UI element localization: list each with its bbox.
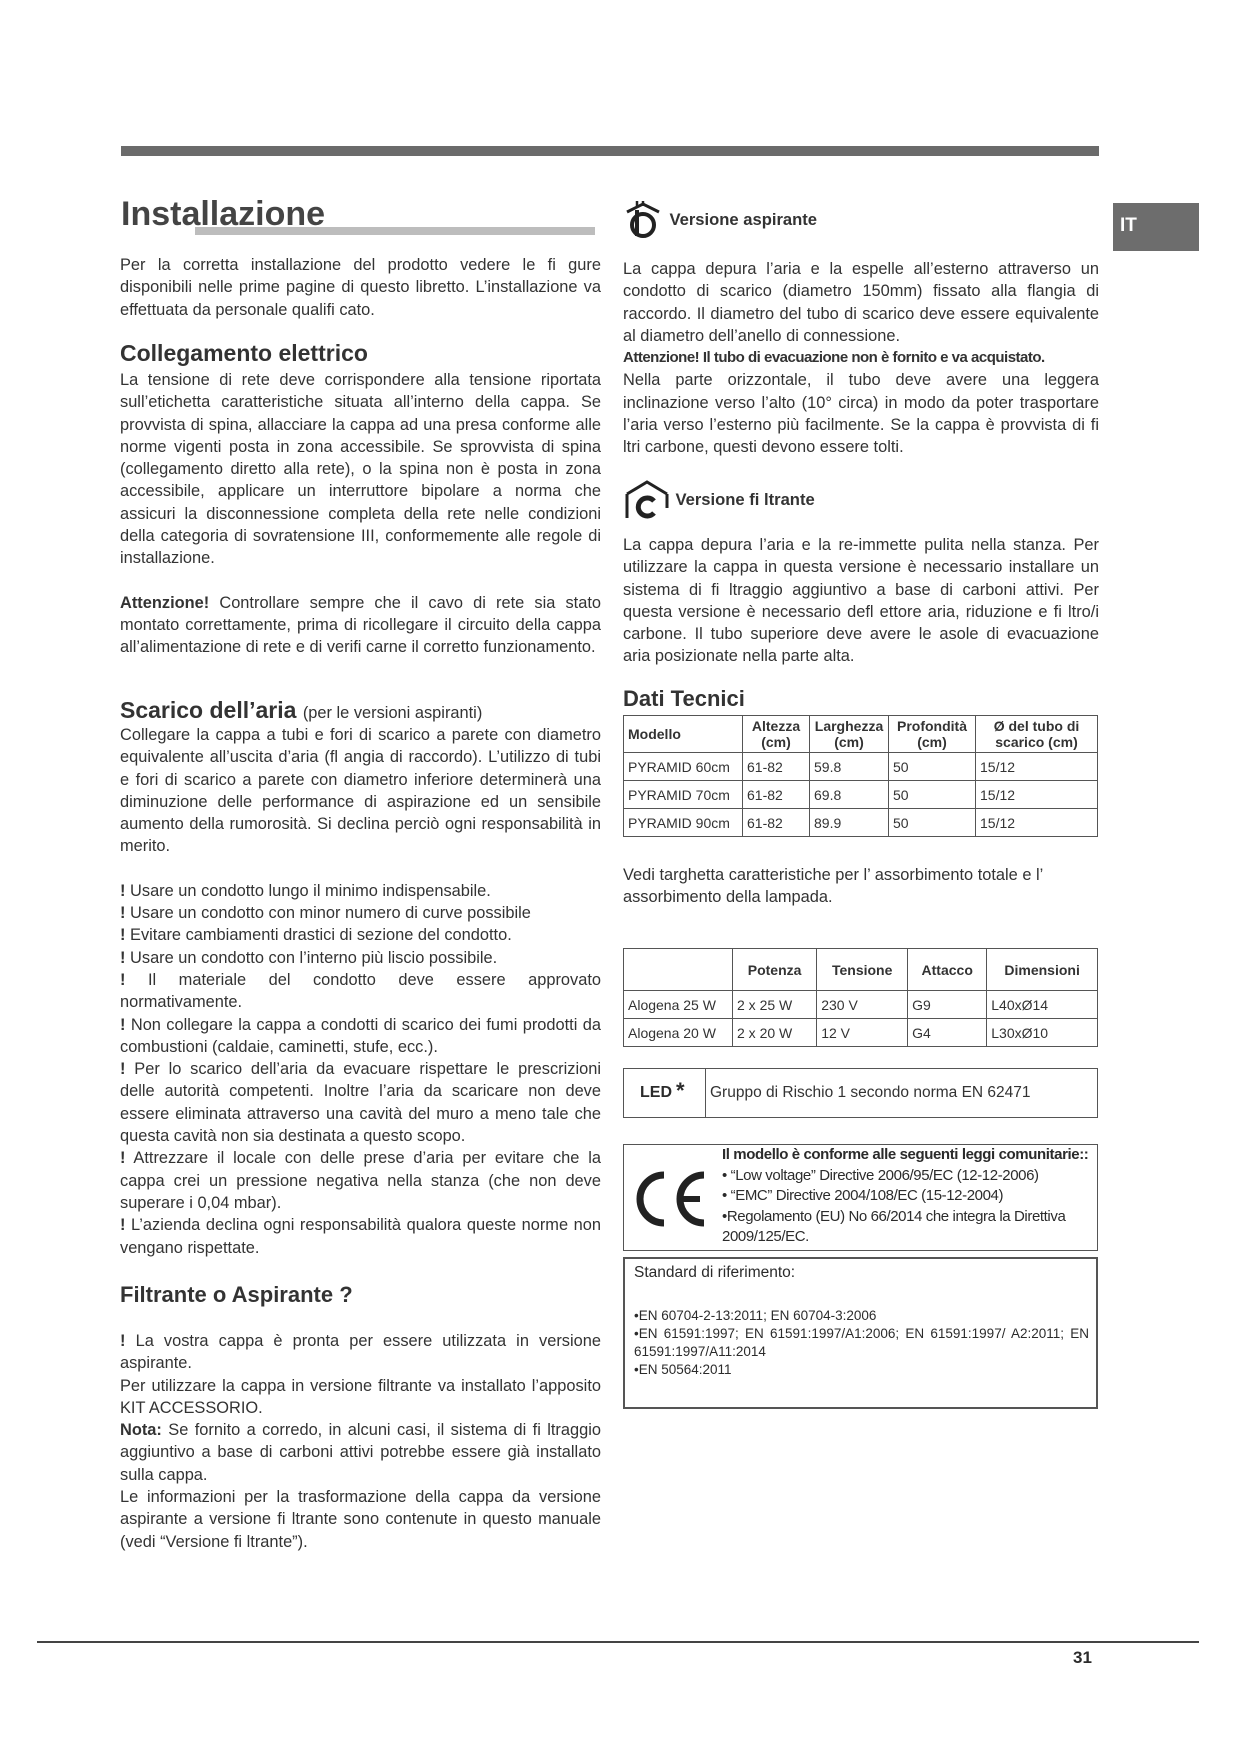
th-tensione: Tensione — [817, 949, 908, 991]
hood-aspirante-icon — [623, 200, 663, 240]
th-modello: Modello — [624, 716, 743, 753]
bullet-item: ! Attrezzare il locale con delle prese d’aria per evitare che la cappa crei un pressione negativa nella stanza (che non deve superare i 0,04 mbar). — [120, 1149, 601, 1212]
table-header-row — [624, 949, 1098, 991]
led-box — [623, 1068, 1098, 1118]
dati-tecnici-title: Dati Tecnici — [623, 686, 745, 711]
aspirante-title: Versione aspirante — [669, 210, 818, 229]
filtrante-header — [623, 478, 815, 522]
electric-warning — [120, 592, 601, 659]
th-tubo: Ø del tubo di scarico (cm) — [976, 716, 1098, 753]
discharge-bullets — [120, 880, 601, 1259]
install-intro: Per la corretta installazione del prodotto vedere le fi gure disponibili nelle prime pagine di questo libretto. L’installazione va effettuata da personale qualifi cato. — [120, 256, 601, 319]
table-row: Alogena 25 W 2 x 25 W 230 V G9 L40xØ14 — [624, 991, 1098, 1019]
lamp-table — [623, 948, 1098, 1047]
electric-warning-label: Attenzione! — [120, 593, 210, 612]
page-number: 31 — [1073, 1648, 1092, 1667]
led-divider — [705, 1069, 706, 1117]
th-blank — [624, 949, 733, 991]
electric-body: La tensione di rete deve corrispondere alla tensione riportata sull’etichetta caratteristiche situata all’interno della cappa. Se provvista di spina, allacciare la cappa ad una presa conforme alle norme vigenti posta in zona accessibile. Se sprovvista di spina (collegamento diretto alla rete), o la spina non è posta in zona accessibile, applicare un interruttore bipolare a norma che assicuri la disconnessione completa della rete nelle condizioni della categoria di sovratensione III, conformemente alle regole di installazione. — [120, 371, 601, 568]
discharge-body: Collegare la cappa a tubi e fori di scarico a parete con diametro equivalente all’uscita d’aria (fl angia di raccordo). L’utilizzo di tubi e fori di scarico a parete con diametro inferiore determinerà una diminuzione delle performance di aspirazione ed un sensibile aumento della rumorosità. Si declina perciò ogni responsabilità in merito. — [120, 726, 601, 856]
electric-title: Collegamento elettrico — [120, 340, 368, 366]
fa-nota: Nota: Se fornito a corredo, in alcuni casi, il sistema di fi ltraggio aggiuntivo a base di carboni attivi potrebbe essere già installato sulla cappa. — [120, 1421, 601, 1484]
table-row: PYRAMID 60cm 61-82 59.8 50 15/12 — [624, 753, 1098, 781]
filtrante-aspirante-title: Filtrante o Aspirante ? — [120, 1282, 353, 1307]
th-potenza: Potenza — [733, 949, 817, 991]
filtrante-title: Versione fi ltrante — [675, 490, 815, 509]
bullet-item: ! Non collegare la cappa a condotti di scarico dei fumi prodotti da combustioni (caldaie, caminetti, stufe, ecc.). — [120, 1015, 601, 1056]
top-divider-bar — [121, 146, 1099, 156]
fa-p4: Le informazioni per la trasformazione della cappa da versione aspirante a versione fi ltrante sono contenute in questo manuale (vedi “Versione fi ltrante”). — [120, 1488, 601, 1551]
th-altezza: Altezza (cm) — [743, 716, 810, 753]
standards-list: •EN 60704-2-13:2011; EN 60704-3:2006 •EN 61591:1997; EN 61591:1997/A1:2006; EN 61591:1997/ A2:2011; EN 61591:1997/A11:2014 •EN 50564:2011 — [634, 1308, 1089, 1377]
filtrante-aspirante-section — [120, 1282, 601, 1553]
aspirante-body: La cappa depura l’aria e la espelle all’esterno attraverso un condotto di scarico (diametro 150mm) fissato alla flangia di raccordo. Il diametro del tubo di scarico deve essere equivalente al diametro dell’anello di connessione. Attenzione! Il tubo di evacuazione non è fornito e va acquistato. Nella parte orizzontale, il tubo deve avere una leggera inclinazione verso l’alto (10° circa) in modo da poter trasportare l’aria verso l’esterno più facilmente. Se la cappa è provvista di fi ltri carbone, questi devono essere tolti. — [623, 260, 1099, 457]
electric-section — [120, 340, 601, 659]
table-row: PYRAMID 70cm 61-82 69.8 50 15/12 — [624, 781, 1098, 809]
ce-mark-icon — [632, 1169, 712, 1229]
ce-mark — [632, 1169, 712, 1234]
table-row: Alogena 20 W 2 x 20 W 12 V G4 L30xØ10 — [624, 1019, 1098, 1047]
bullet-item: ! Usare un condotto con l’interno più liscio possibile. — [120, 948, 498, 967]
bullet-item: ! Il materiale del condotto deve essere approvato normativamente. — [120, 970, 602, 1012]
page-title: Installazione — [121, 195, 326, 233]
table-header-row — [624, 716, 1098, 753]
fa-p1: ! La vostra cappa è pronta per essere utilizzata in versione aspirante. — [120, 1332, 601, 1373]
electric-warning-text: Controllare sempre che il cavo di rete sia stato montato correttamente, prima di ricollegare il circuito della cappa all’alimentazione di rete e di verifi carne il corretto funzionamento. — [120, 593, 601, 657]
ce-text: Il modello è conforme alle seguenti leggi comunitarie:: • “Low voltage” Directive 2006/95/EC (12-12-2006) • “EMC” Directive 2004/108/EC (15-12-2004) •Regolamento (EU) No 66/2014 che integra la Direttiva 2009/125/EC. — [722, 1146, 1089, 1245]
bullet-item: ! Evitare cambiamenti drastici di sezione del condotto. — [120, 926, 512, 945]
th-dimensioni: Dimensioni — [987, 949, 1098, 991]
standards-title: Standard di riferimento: — [634, 1264, 796, 1281]
filtrante-body: La cappa depura l’aria e la re-immette pulita nella stanza. Per utilizzare la cappa in questa versione è necessario installare un sistema di fi ltraggio aggiuntivo a base di carboni attivi. Per questa versione è necessario defl ettore aria, riduzione e fi ltro/i carbone. Il tubo superiore deve avere le asole di evacuazione aria posizionate nella parte alta. — [623, 536, 1099, 666]
bullet-item: ! Per lo scarico dell’aria da evacuare rispettare le prescrizioni delle autorità competenti. Inoltre l’aria da scaricare non deve essere eliminata attraverso una cavità del muro a meno tale che questa cavità non sia destinata a questo scopo. — [120, 1060, 601, 1146]
hood-filtrante-icon — [623, 478, 671, 522]
bullet-item: ! Usare un condotto con minor numero di curve possibile — [120, 904, 531, 923]
discharge-subtitle: (per le versioni aspiranti) — [302, 704, 483, 722]
th-profondita: Profondità (cm) — [889, 716, 976, 753]
bullet-item: ! Usare un condotto lungo il minimo indispensabile. — [120, 881, 491, 900]
aspirante-header — [623, 200, 817, 240]
led-text: Gruppo di Rischio 1 secondo norma EN 62471 — [710, 1084, 1031, 1101]
standards-box — [623, 1257, 1098, 1409]
fa-p2: Per utilizzare la cappa in versione filtrante va installato l’apposito KIT ACCESSORIO. — [120, 1376, 601, 1417]
led-label: LED * — [640, 1078, 685, 1103]
ce-box — [623, 1144, 1098, 1251]
discharge-section — [120, 697, 601, 1259]
footer-line — [37, 1641, 1199, 1643]
discharge-title-text: Scarico dell’aria — [120, 697, 297, 723]
table-row: PYRAMID 90cm 61-82 89.9 50 15/12 — [624, 809, 1098, 837]
aspirante-warning: Attenzione! Il tubo di evacuazione non è fornito e va acquistato. — [623, 349, 1045, 367]
bullet-item: ! L’azienda declina ogni responsabilità qualora queste norme non vengano rispettate. — [120, 1216, 601, 1257]
language-tab: IT — [1113, 203, 1199, 251]
th-larghezza: Larghezza (cm) — [810, 716, 889, 753]
dati-tecnici-note: Vedi targhetta caratteristiche per l’ assorbimento totale e l’ assorbimento della lampada. — [623, 866, 1043, 907]
th-attacco: Attacco — [908, 949, 987, 991]
dati-tecnici-table — [623, 715, 1098, 837]
discharge-title — [120, 697, 601, 724]
